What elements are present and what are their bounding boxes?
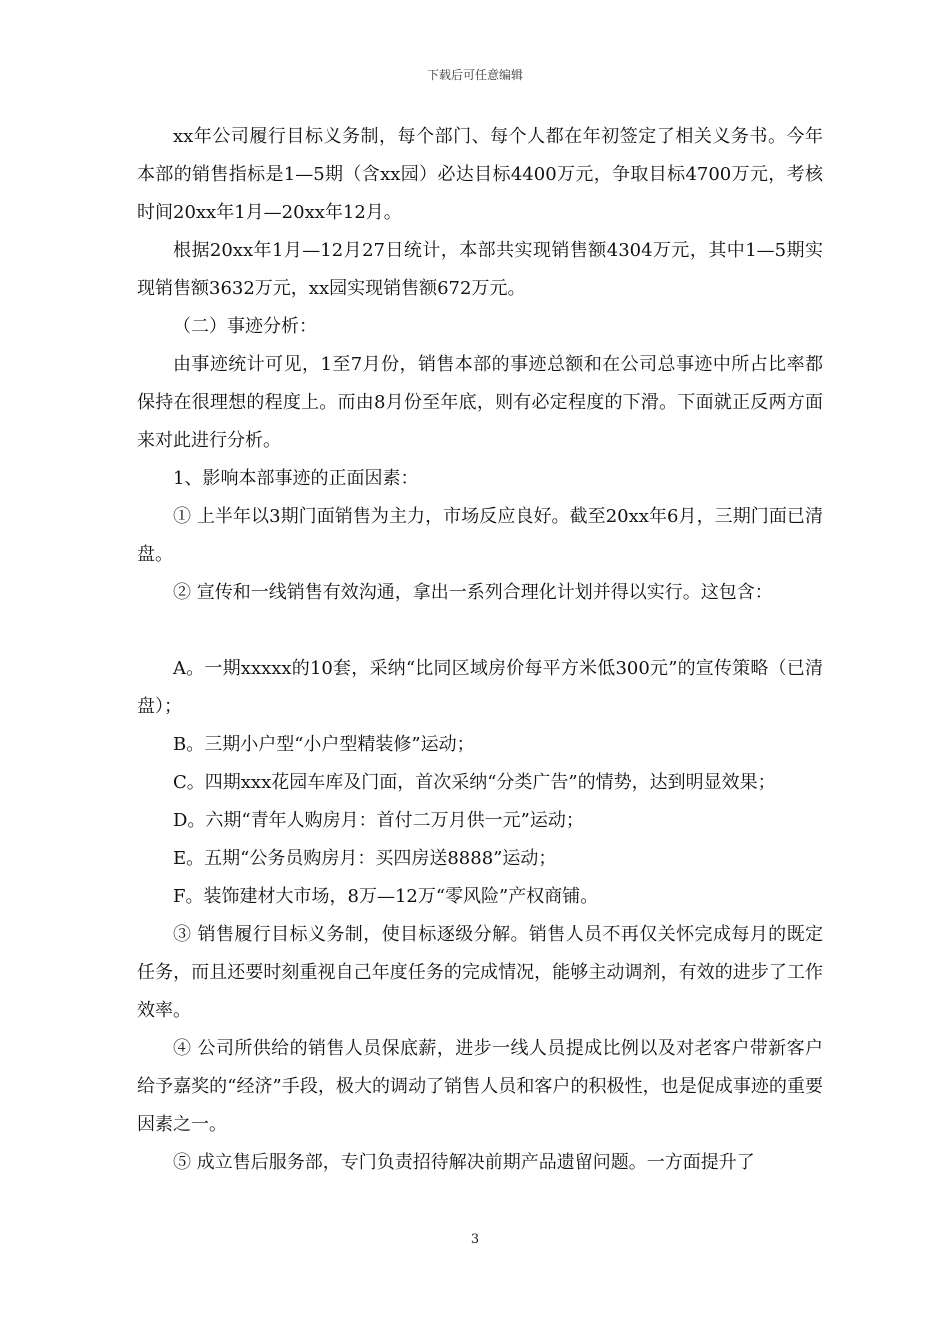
list-item-c: C。四期xxx花园车库及门面，首次采纳“分类广告”的情势，达到明显效果； [173,772,776,793]
subheading-positive-factors: 1、影响本部事迹的正面因素： [173,468,419,489]
list-item-d: D。六期“青年人购房月：首付二万月供一元”运动； [173,810,584,831]
list-item-factor-3: ③ 销售履行目标义务制，使目标逐级分解。销售人员不再仅关怀完成每月的既定任务，而且还要时刻重视自己年度任务的完成情况，能够主动调剂，有效的进步了工作效率。 [137,924,823,1021]
page-header: 下载后可任意编辑 [426,68,523,82]
list-item-e: E。五期“公务员购房月：买四房送8888”运动； [173,848,557,869]
list-item-factor-4: ④ 公司所供给的销售人员保底薪，进步一线人员提成比例以及对老客户带新客户给予嘉奖的“经济”手段，极大的调动了销售人员和客户的积极性，也是促成事迹的重要因素之一。 [137,1038,823,1135]
paragraph-sales-stats: 根据20xx年1月—12月27日统计，本部共实现销售额4304万元，其中1—5期实现销售额3632万元，xx园实现销售额672万元。 [137,240,823,299]
list-item-f: F。装饰建材大市场，8万—12万“零风险”产权商铺。 [173,886,599,907]
document-body [137,118,823,1182]
section-heading-analysis: （二）事迹分析： [173,316,317,337]
list-item-b: B。三期小户型“小户型精装修”运动； [173,734,475,755]
paragraph-analysis-intro: 由事迹统计可见，1至7月份，销售本部的事迹总额和在公司总事迹中所占比率都保持在很理想的程度上。而由8月份至年底，则有必定程度的下滑。下面就正反两方面来对此进行分析。 [137,354,823,451]
list-item-a: A。一期xxxxx的10套，采纳“比同区域房价每平方米低300元”的宣传策略（已清盘）； [137,658,823,717]
blank-line [137,612,823,650]
paragraph-target-duty: xx年公司履行目标义务制，每个部门、每个人都在年初签定了相关义务书。今年本部的销售指标是1—5期（含xx园）必达目标4400万元，争取目标4700万元，考核时间20xx年1月—20xx年12月。 [137,126,823,223]
page-number: 3 [470,1232,480,1247]
list-item-factor-1: ① 上半年以3期门面销售为主力，市场反应良好。截至20xx年6月，三期门面已清盘。 [137,506,823,565]
list-item-factor-5: ⑤ 成立售后服务部，专门负责招待解决前期产品遗留问题。一方面提升了 [173,1152,755,1173]
list-item-factor-2: ② 宣传和一线销售有效沟通，拿出一系列合理化计划并得以实行。这包含： [173,582,773,603]
